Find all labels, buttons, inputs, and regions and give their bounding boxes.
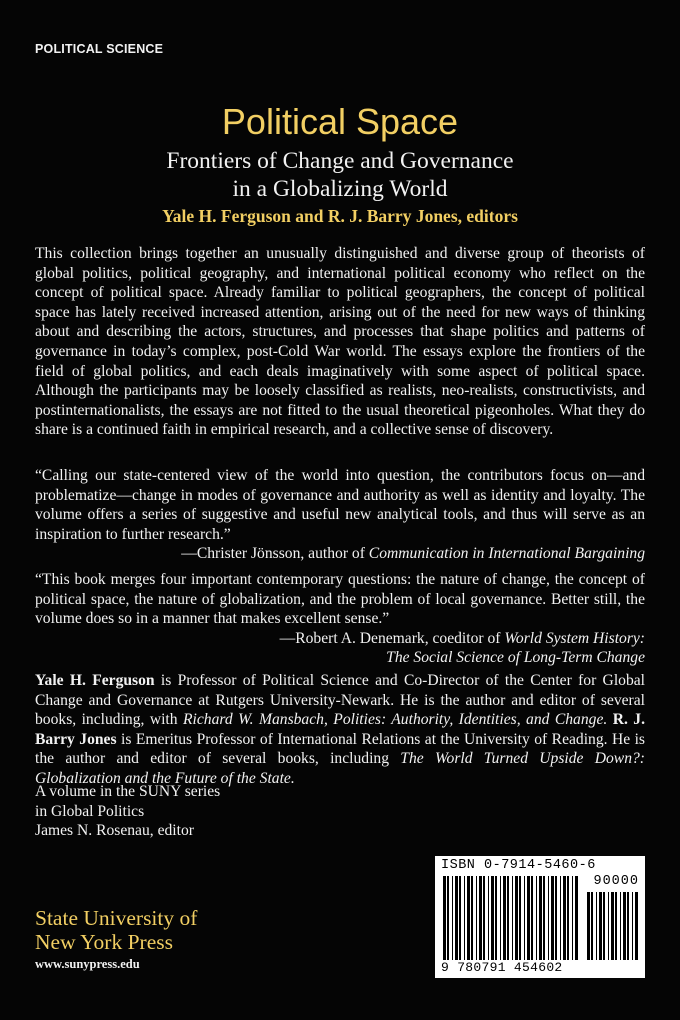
isbn-number: ISBN 0-7914-5460-6 — [441, 858, 596, 873]
price-code: 90000 — [593, 874, 639, 889]
barcode-stripe — [608, 892, 609, 960]
barcode-stripe — [627, 892, 629, 960]
bio-text-1: is Professor of Political Science and Co-Director of the Center for Global Change and Governance at Rutgers University-Newark. He is the author and editor of several books, including, with — [35, 672, 645, 729]
quote-2-attribution-work-line-1: World System History: — [504, 629, 645, 647]
quote-2-text: “This book merges four important contemporary questions: the nature of change, the concept of political space, the nature of globalization, and the problem of local governance. Better still, the volume does so in a manner that makes excellent sense.” — [35, 571, 645, 628]
barcode-stripe — [635, 892, 638, 960]
bio-name-2: R. J. Barry Jones — [35, 711, 645, 748]
barcode-stripe — [479, 876, 482, 960]
barcode-stripe — [476, 876, 477, 960]
subtitle-line-2: in a Globalizing World — [232, 176, 448, 202]
barcode-stripe — [596, 892, 597, 960]
barcode-stripe — [447, 876, 449, 960]
quote-1-attribution-prefix: —Christer Jönsson, author of — [181, 545, 369, 563]
barcode-stripe — [548, 876, 549, 960]
series-line-2: in Global Politics — [35, 802, 145, 820]
quote-2-attribution — [35, 629, 645, 668]
publisher-line-1: State University of — [35, 906, 198, 930]
bio-text — [35, 671, 645, 789]
barcode-stripe — [515, 876, 518, 960]
barcode-stripe — [563, 876, 566, 960]
barcode-stripe — [615, 892, 617, 960]
barcode-stripe — [611, 892, 614, 960]
bio-separator: , — [323, 711, 334, 729]
endorsement-quote-2 — [35, 570, 645, 668]
barcode-stripe — [572, 876, 573, 960]
barcode-stripe — [531, 876, 533, 960]
barcode-stripe — [539, 876, 542, 960]
series-note — [35, 782, 220, 841]
editors-line: Yale H. Ferguson and R. J. Barry Jones, editors — [162, 206, 518, 226]
barcode-stripe — [512, 876, 513, 960]
barcode-stripe — [567, 876, 569, 960]
barcode-bars-icon — [443, 876, 578, 960]
barcode-stripe — [551, 876, 554, 960]
publisher-line-2: New York Press — [35, 930, 173, 954]
quote-1-attribution-work: Communication in International Bargaining — [368, 545, 645, 563]
description-text: This collection brings together an unusually distinguished and diverse group of theorists of global politics, political geography, and international political economy who reflect on the concept of political space. Already familiar to political geographers, the concept of political space has lately received increased attention, arising out of the need for new ways of thinking about and describing the actors, structures, and processes that shape politics and patterns of governance in today’s complex, post-Cold War world. The essays explore the frontiers of the field of global politics, and each deals imaginatively with some aspect of political space. Although the participants may be loosely classified as realists, neo-realists, constructivists, and postinternationalists, the essays are not fitted to the usual theoretical pigeonholes. What they do share is a continued faith in empirical research, and a collective sense of discovery. — [35, 245, 645, 439]
barcode-stripe — [471, 876, 473, 960]
category-label: POLITICAL SCIENCE — [35, 42, 164, 56]
barcode-stripe — [560, 876, 561, 960]
barcode-stripe — [575, 876, 578, 960]
barcode-stripe — [455, 876, 458, 960]
bio-coauthor: Richard W. Mansbach — [183, 711, 324, 729]
barcode-stripe — [587, 892, 590, 960]
barcode-stripe — [500, 876, 501, 960]
endorsement-quote-1 — [35, 466, 645, 564]
bio-text-2: is Emeritus Professor of International Relations at the University of Reading. He is the author and editor of several books, including — [35, 730, 645, 768]
publisher-name — [35, 906, 197, 954]
bio-book-1: Polities: Authority, Identities, and Change. — [333, 711, 608, 729]
barcode-addon-bars-icon — [587, 892, 639, 960]
editor-biographies — [35, 671, 645, 789]
barcode-stripe — [620, 892, 621, 960]
barcode-stripe — [555, 876, 557, 960]
barcode-stripe — [452, 876, 453, 960]
barcode-stripe — [495, 876, 497, 960]
barcode-stripe — [483, 876, 485, 960]
bio-name-1: Yale H. Ferguson — [35, 672, 155, 689]
barcode-stripe — [591, 892, 593, 960]
ean-number: 9 780791 454602 — [441, 960, 563, 975]
barcode-stripe — [543, 876, 545, 960]
description-paragraph — [35, 244, 645, 440]
bio-book-2: The World Turned Upside Down?: Globalization and the Future of the State. — [35, 750, 645, 787]
barcode — [435, 856, 645, 978]
book-subtitle — [0, 147, 680, 203]
barcode-stripe — [519, 876, 521, 960]
barcode-stripe — [527, 876, 530, 960]
subtitle-line-1: Frontiers of Change and Governance — [166, 148, 514, 174]
barcode-stripe — [603, 892, 605, 960]
series-line-1: A volume in the SUNY series — [35, 783, 221, 800]
barcode-stripe — [503, 876, 506, 960]
series-line-3: James N. Rosenau, editor — [35, 822, 194, 840]
quote-2-attribution-work-line-2: The Social Science of Long-Term Change — [386, 649, 645, 667]
barcode-stripe — [467, 876, 470, 960]
barcode-stripe — [507, 876, 509, 960]
quote-2-attribution-prefix: —Robert A. Denemark, coeditor of — [279, 629, 505, 647]
book-title: Political Space — [221, 101, 459, 142]
quote-1-text: “Calling our state-centered view of the world into question, the contributors focus on—and problematize—change in modes of governance and authority as well as identity and loyalty. The volume offers a series of suggestive and useful new analytical tools, and thus will serve as an inspiration to further research.” — [35, 467, 645, 543]
barcode-stripe — [536, 876, 537, 960]
barcode-stripe — [599, 892, 602, 960]
barcode-stripe — [459, 876, 461, 960]
barcode-stripe — [464, 876, 465, 960]
publisher-url: www.sunypress.edu — [35, 957, 140, 971]
barcode-stripe — [632, 892, 633, 960]
quote-1-attribution — [35, 544, 645, 564]
barcode-stripe — [524, 876, 525, 960]
barcode-stripe — [488, 876, 489, 960]
barcode-stripe — [443, 876, 446, 960]
barcode-stripe — [491, 876, 494, 960]
barcode-stripe — [623, 892, 626, 960]
